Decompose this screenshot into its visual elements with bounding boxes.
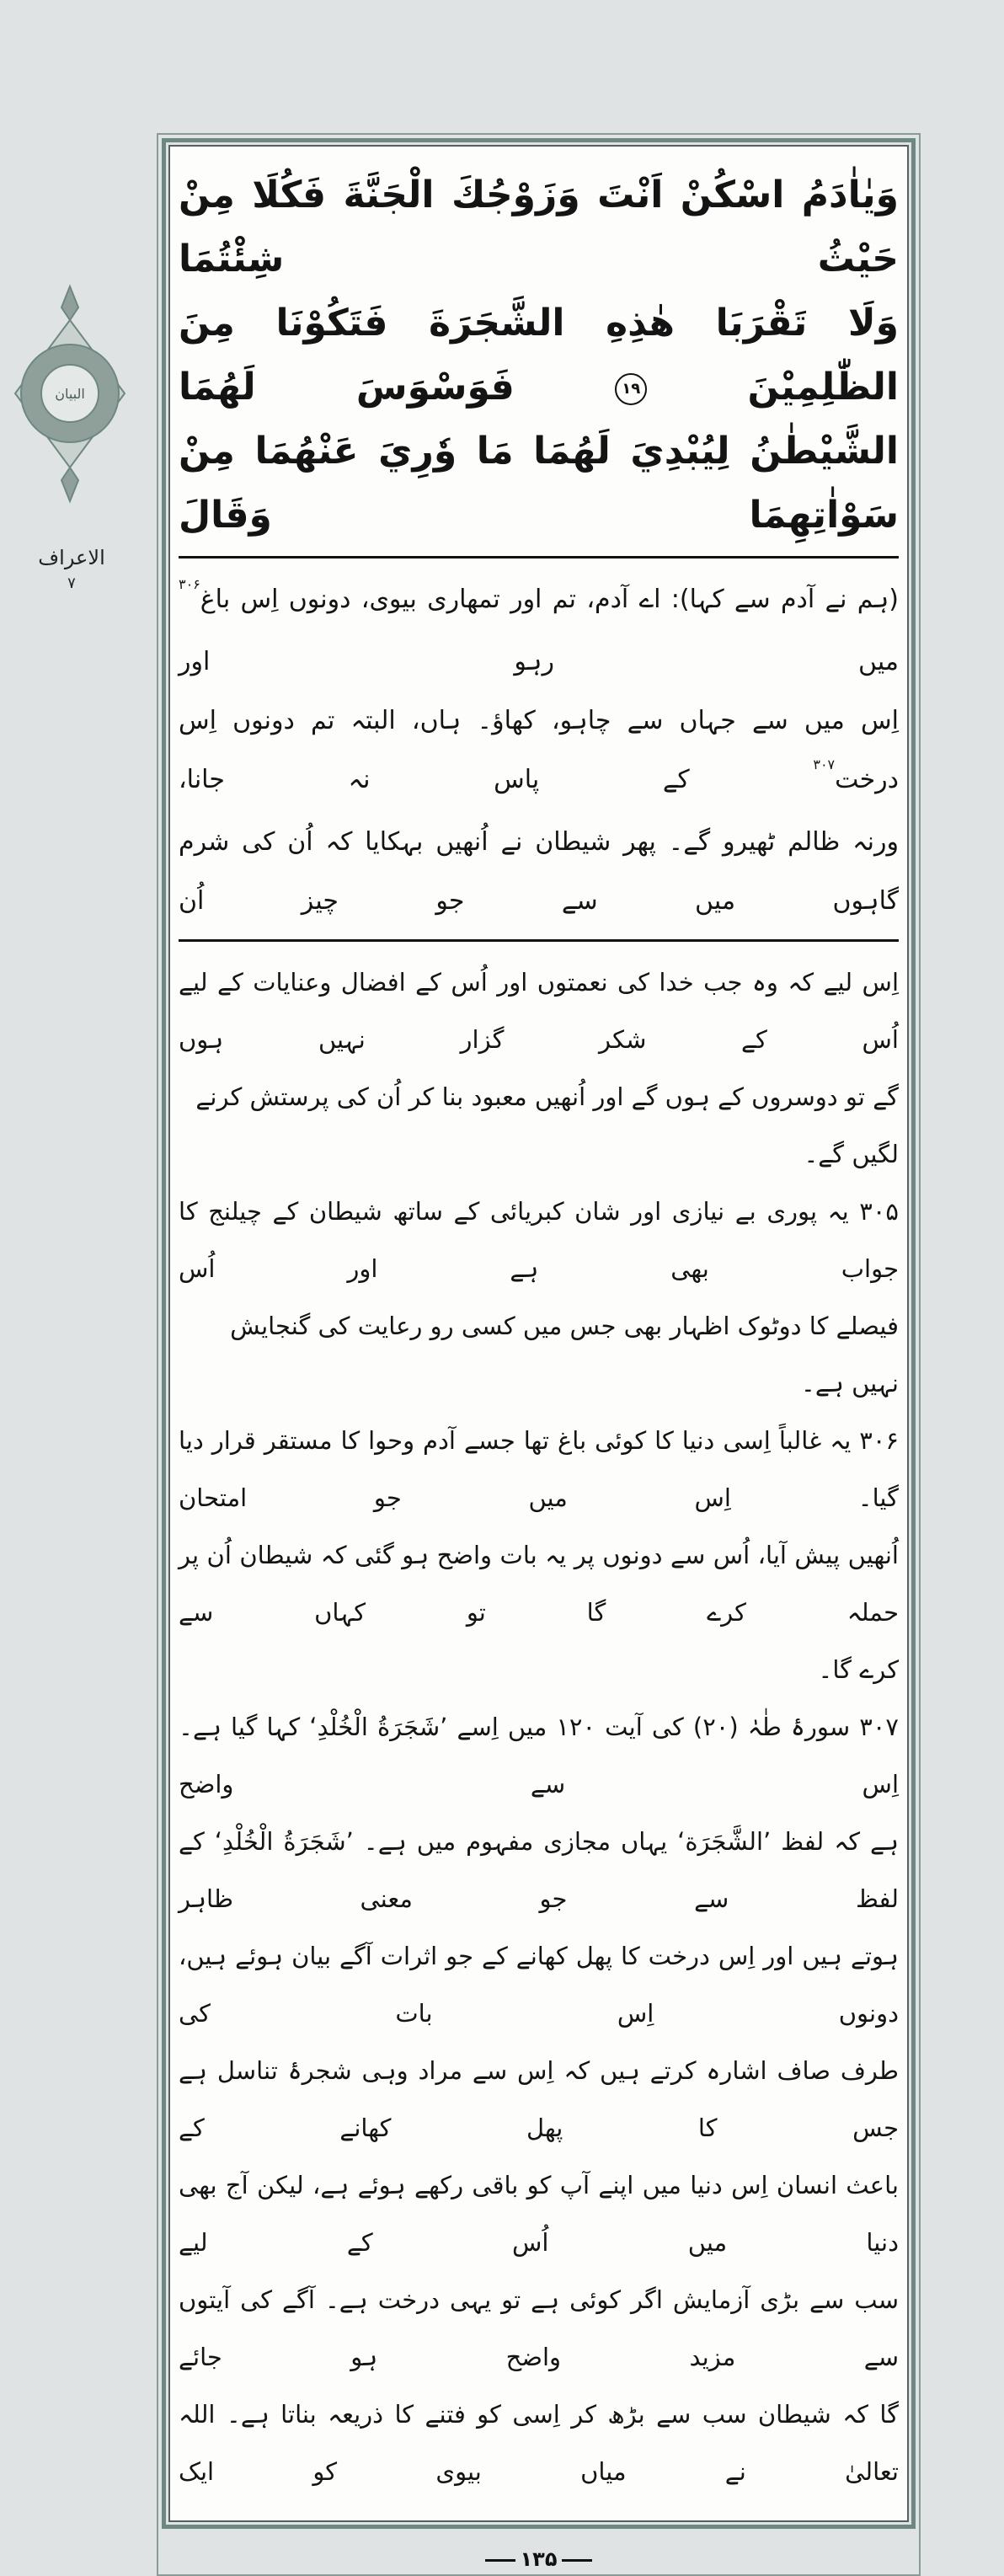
divider-rule <box>179 939 899 942</box>
ornament-text: البیان <box>55 386 85 402</box>
page-frame-border <box>162 138 916 2529</box>
quran-line-1: وَيٰاٰدَمُ اسْكُنْ اَنْتَ وَزَوْجُكَ الْجَنَّةَ فَكُلَا مِنْ حَيْثُ شِئْتُمَا <box>179 174 899 281</box>
translation-text: کے پاس نہ جانا، <box>179 765 814 794</box>
translation-line-2 <box>179 692 899 813</box>
translation-text: اِس میں سے جہاں سے چاہو، کھاؤ۔ ہاں، البتہ تم دونوں اِس درخت <box>179 706 899 794</box>
translation-text: میں رہو اور <box>179 647 899 676</box>
commentary-line: ہے کہ لفظ ’الشَّجَرَة‘ یہاں مجازی مفہوم میں ہے۔ ’شَجَرَةُ الْخُلْدِ‘ کے لفظ سے جو معنی ظاہر <box>179 1827 899 1913</box>
commentary-line: اُنھیں پیش آیا، اُس سے دونوں پر یہ بات واضح ہو گئی کہ شیطان اُن پر حملہ کرے گا تو کہاں سے <box>179 1541 899 1627</box>
commentary-line: ہوتے ہیں اور اِس درخت کا پھل کھانے کے جو اثرات آگے بیان ہوئے ہیں، دونوں اِس بات کی <box>179 1942 899 2028</box>
page-content-area <box>168 145 909 2522</box>
translation-line-3: ورنہ ظالم ٹھیرو گے۔ پھر شیطان نے اُنھیں بہکایا کہ اُن کی شرم گاہوں میں سے جو چیز اُن <box>179 827 899 916</box>
commentary-line: گے تو دوسروں کے ہوں گے اور اُنھیں معبود بنا کر اُن کی پرستش کرنے لگیں گے۔ <box>195 1082 899 1168</box>
albayan-ornament-icon <box>7 282 133 505</box>
quran-line-3: الشَّيْطٰنُ لِيُبْدِيَ لَهُمَا مَا وٗرِيَ عَنْهُمَا مِنْ سَوْاٰتِهِمَا وَقَالَ <box>179 430 899 537</box>
commentary-line: سب سے بڑی آزمایش اگر کوئی ہے تو یہی درخت ہے۔ آگے کی آیتوں سے مزید واضح ہو جائے <box>179 2285 899 2371</box>
commentary-line: اِس لیے کہ وہ جب خدا کی نعمتوں اور اُس کے افضال وعنایات کے لیے اُس کے شکر گزار نہیں ہوں <box>179 968 899 1054</box>
commentary-line: طرف صاف اشارہ کرتے ہیں کہ اِس سے مراد وہی شجرۂ تناسل ہے جس کا پھل کھانے کے <box>179 2056 899 2142</box>
page-number-text: ۱۳۵ <box>520 2547 558 2571</box>
commentary-line: باعث انسان اِس دنیا میں اپنے آپ کو باقی رکھے ہوئے ہے، لیکن آج بھی دنیا میں اُس کے لیے <box>179 2171 899 2257</box>
commentary-line: ۳۰۷ سورۂ طٰہٰ (۲۰) کی آیت ۱۲۰ میں اِسے ’شَجَرَةُ الْخُلْدِ‘ کہا گیا ہے۔ اِس سے واضح <box>179 1713 900 1798</box>
ayah-marker: ١٩ <box>615 373 647 405</box>
commentary-line: کرے گا۔ <box>818 1655 899 1684</box>
translation-line-1 <box>179 570 899 692</box>
dash <box>485 2559 515 2562</box>
footnote-ref[interactable]: ۳۰۷ <box>813 756 836 772</box>
commentary-line: فیصلے کا دوٹوک اظہار بھی جس میں کسی رو رعایت کی گنجایش نہیں ہے۔ <box>230 1312 899 1398</box>
quran-line-2-continuation: فَوَسْوَسَ لَهُمَا <box>179 366 515 409</box>
page-frame-outer <box>157 133 921 2576</box>
quran-line-2 <box>179 291 899 420</box>
page-number <box>162 2547 916 2571</box>
divider-rule <box>179 556 899 558</box>
commentary-line: ۳۰۵ یہ پوری بے نیازی اور شان کبریائی کے ساتھ شیطان کے چیلنج کا جواب بھی ہے اور اُس <box>179 1197 899 1283</box>
commentary-line: گا کہ شیطان سب سے بڑھ کر اِسی کو فتنے کا ذریعہ بناتا ہے۔ اللہ تعالیٰ نے میاں بیوی کو ایک <box>179 2400 899 2486</box>
translation-text: (ہم نے آدم سے کہا): اے آدم، تم اور تمھاری بیوی، دونوں اِس باغ <box>200 585 899 614</box>
commentary-line: ۳۰۶ یہ غالباً اِسی دنیا کا کوئی باغ تھا جسے آدم وحوا کا مستقر قرار دیا گیا۔ اِس میں جو امتحان <box>179 1426 899 1512</box>
surah-number: ۷ <box>67 575 76 592</box>
dash <box>562 2559 592 2562</box>
footnote-ref[interactable]: ۳۰۶ <box>179 576 200 592</box>
surah-name: الاعراف <box>38 546 105 569</box>
quran-line-2-text: وَلَا تَقْرَبَا هٰذِهِ الشَّجَرَةَ فَتَكُوْنَا مِنَ الظّٰلِمِيْنَ <box>179 302 900 409</box>
